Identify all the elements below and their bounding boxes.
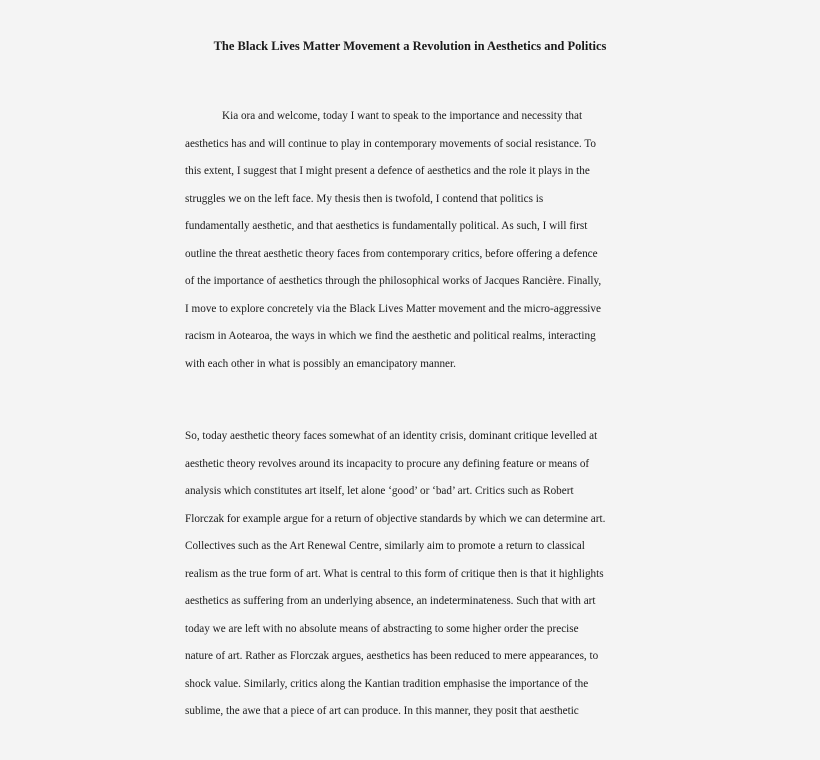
text-line: racism in Aotearoa, the ways in which we find the aesthetic and political realms, interacting: [185, 330, 596, 342]
text-line: Florczak for example argue for a return of objective standards by which we can determine art.: [185, 512, 606, 525]
text-line: aesthetics as suffering from an underlying absence, an indeterminateness. Such that with art: [185, 595, 596, 607]
text-line: today we are left with no absolute means of abstracting to some higher order the precise: [185, 622, 579, 635]
text-line: sublime, the awe that a piece of art can produce. In this manner, they posit that aesthetic: [185, 705, 579, 717]
paragraph-introduction: [185, 103, 645, 378]
text-line: realism as the true form of art. What is central to this form of critique then is that it highlights: [185, 567, 604, 580]
text-line: Kia ora and welcome, today I want to speak to the importance and necessity that: [222, 110, 583, 122]
text-line: aesthetics has and will continue to play in contemporary movements of social resistance. To: [185, 137, 596, 150]
paragraph-identity-crisis: [185, 423, 645, 726]
text-line: this extent, I suggest that I might present a defence of aesthetics and the role it plays in the: [185, 165, 590, 177]
text-line: I move to explore concretely via the Black Lives Matter movement and the micro-aggressive: [185, 302, 601, 315]
document-title: The Black Lives Matter Movement a Revolution in Aesthetics and Politics: [213, 39, 607, 53]
text-line: Collectives such as the Art Renewal Centre, similarly aim to promote a return to classical: [185, 540, 585, 552]
text-line: with each other in what is possibly an emancipatory manner.: [185, 357, 456, 370]
text-line: of the importance of aesthetics through the philosophical works of Jacques Rancière. Finally,: [185, 275, 602, 287]
text-line: outline the threat aesthetic theory faces from contemporary critics, before offering a defence: [185, 247, 598, 260]
text-line: fundamentally aesthetic, and that aesthetics is fundamentally political. As such, I will first: [185, 220, 588, 232]
text-line: nature of art. Rather as Florczak argues, aesthetics has been reduced to mere appearances, to: [185, 650, 599, 662]
text-line: aesthetic theory revolves around its incapacity to procure any defining feature or means of: [185, 457, 590, 470]
text-line: analysis which constitutes art itself, let alone ‘good’ or ‘bad’ art. Critics such as Robert: [185, 485, 574, 497]
text-line: So, today aesthetic theory faces somewhat of an identity crisis, dominant critique levelled at: [185, 430, 598, 442]
text-line: shock value. Similarly, critics along the Kantian tradition emphasise the importance of the: [185, 677, 589, 690]
text-line: struggles we on the left face. My thesis then is twofold, I contend that politics is: [185, 192, 544, 205]
